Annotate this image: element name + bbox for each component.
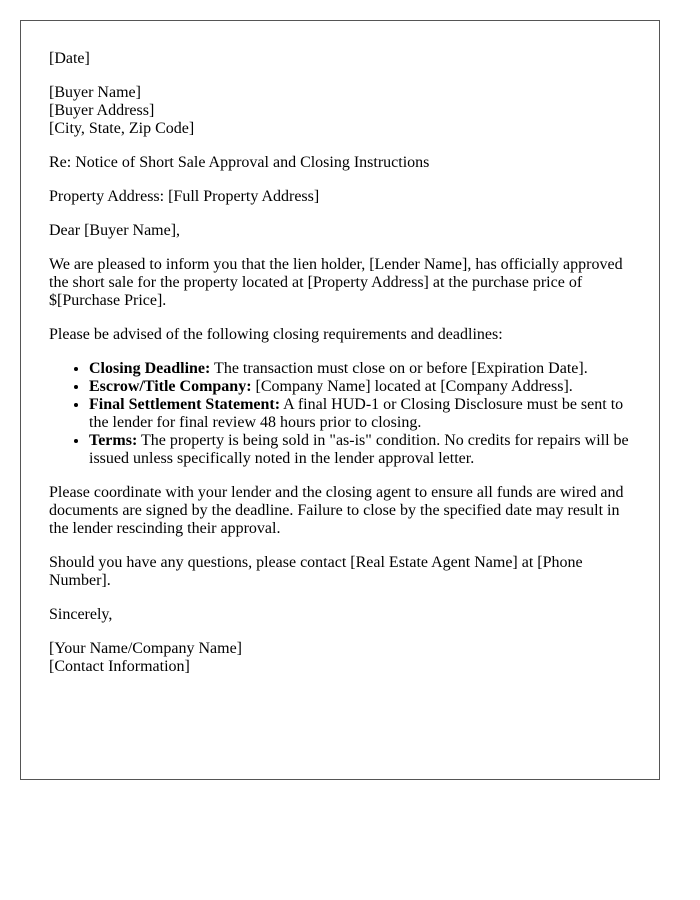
- intro-paragraph: We are pleased to inform you that the lien holder, [Lender Name], has officially approved the short sale for the property located at [Property Address] at the purchase price of $[Purchase Price].: [49, 256, 623, 309]
- signature-name: [Your Name/Company Name]: [49, 640, 243, 657]
- questions-paragraph: Should you have any questions, please contact [Real Estate Agent Name] at [Phone Number].: [49, 554, 583, 589]
- requirement-text: The property is being sold in "as-is" condition. No credits for repairs will be issued unless specifically noted in the lender approval letter.: [89, 432, 629, 467]
- property-address-line: Property Address: [Full Property Address]: [49, 188, 320, 205]
- requirement-text: The transaction must close on or before [Expiration Date].: [210, 360, 588, 377]
- requirement-label: Escrow/Title Company:: [89, 378, 252, 395]
- coordination-paragraph: Please coordinate with your lender and the closing agent to ensure all funds are wired and documents are signed by the deadline. Failure to close by the specified date may result in the lender rescinding their approval.: [49, 484, 624, 537]
- recipient-address: [Buyer Address]: [49, 102, 155, 119]
- salutation: Dear [Buyer Name],: [49, 222, 181, 239]
- letter-date: [Date]: [49, 50, 90, 67]
- closing-line: Sincerely,: [49, 606, 113, 623]
- list-item: [89, 378, 631, 396]
- recipient-city-state-zip: [City, State, Zip Code]: [49, 120, 195, 137]
- list-item: [89, 396, 631, 432]
- letter-page: [20, 20, 660, 780]
- requirements-intro: Please be advised of the following closing requirements and deadlines:: [49, 326, 503, 343]
- signature-contact: [Contact Information]: [49, 658, 190, 675]
- letter-subject: Re: Notice of Short Sale Approval and Closing Instructions: [49, 154, 430, 171]
- signature-block: [49, 640, 631, 676]
- recipient-name: [Buyer Name]: [49, 84, 141, 101]
- requirement-label: Final Settlement Statement:: [89, 396, 281, 413]
- list-item: [89, 360, 631, 378]
- requirement-text: A final HUD-1 or Closing Disclosure must be sent to the lender for final review 48 hours prior to closing.: [89, 396, 624, 431]
- requirement-label: Terms:: [89, 432, 138, 449]
- list-item: [89, 432, 631, 468]
- requirement-label: Closing Deadline:: [89, 360, 211, 377]
- recipient-block: [49, 84, 631, 138]
- requirement-text: [Company Name] located at [Company Address].: [251, 378, 573, 395]
- requirements-list: [49, 360, 631, 468]
